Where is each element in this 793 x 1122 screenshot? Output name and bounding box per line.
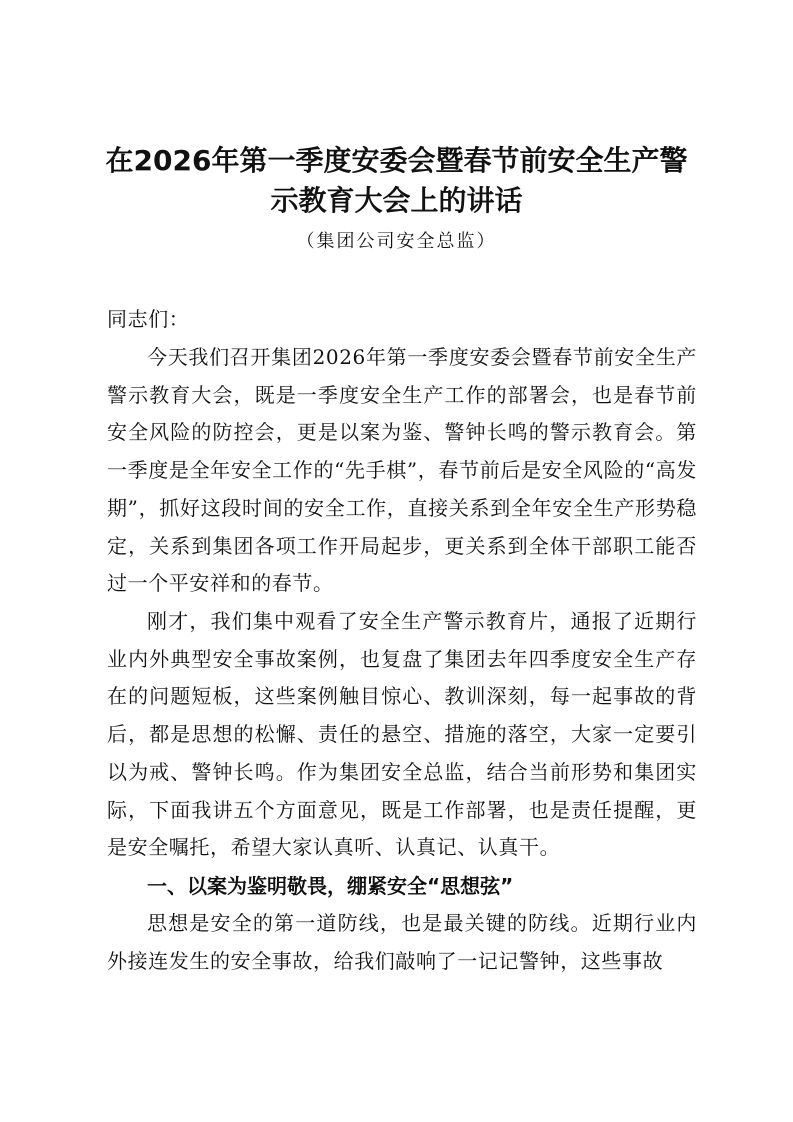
body-paragraph-1: 今天我们召开集团2026年第一季度安委会暨春节前安全生产警示教育大会，既是一季度安全生产工作的部署会，也是春节前安全风险的防控会，更是以案为鉴、警钟长鸣的警示教育会。第一季度是全年安全工作的“先手棋”，春节前后是安全风险的“高发期”，抓好这段时间的安全工作，直接关系到全年安全生产形势稳定，关系到集团各项工作开局起步，更关系到全体干部职工能否过一个平安祥和的春节。 (107, 345, 697, 596)
document-title-line-2: 示教育大会上的讲话 (270, 184, 523, 217)
speaker-subtitle: （集团公司安全总监） (296, 231, 497, 252)
body-paragraph-2: 刚才，我们集中观看了安全生产警示教育片，通报了近期行业内外典型安全事故案例，也复盘了集团去年四季度安全生产存在的问题短板，这些案例触目惊心、教训深刻，每一起事故的背后，都是思想的松懈、责任的悬空、措施的落空，大家一定要引以为戒、警钟长鸣。作为集团安全总监，结合当前形势和集团实际，下面我讲五个方面意见，既是工作部署，也是责任提醒，更是安全嘱托，希望大家认真听、认真记、认真干。 (107, 609, 697, 860)
section-1-paragraph: 思想是安全的第一道防线，也是最关键的防线。近期行业内外接连发生的安全事故，给我们敲响了一记记警钟，这些事故 (107, 911, 697, 973)
section-heading-1: 一、以案为鉴明敬畏，绷紧安全“思想弦” (147, 874, 514, 898)
document-title-line-1: 在2026年第一季度安委会暨春节前安全生产警 (105, 144, 688, 177)
salutation: 同志们： (107, 307, 190, 331)
